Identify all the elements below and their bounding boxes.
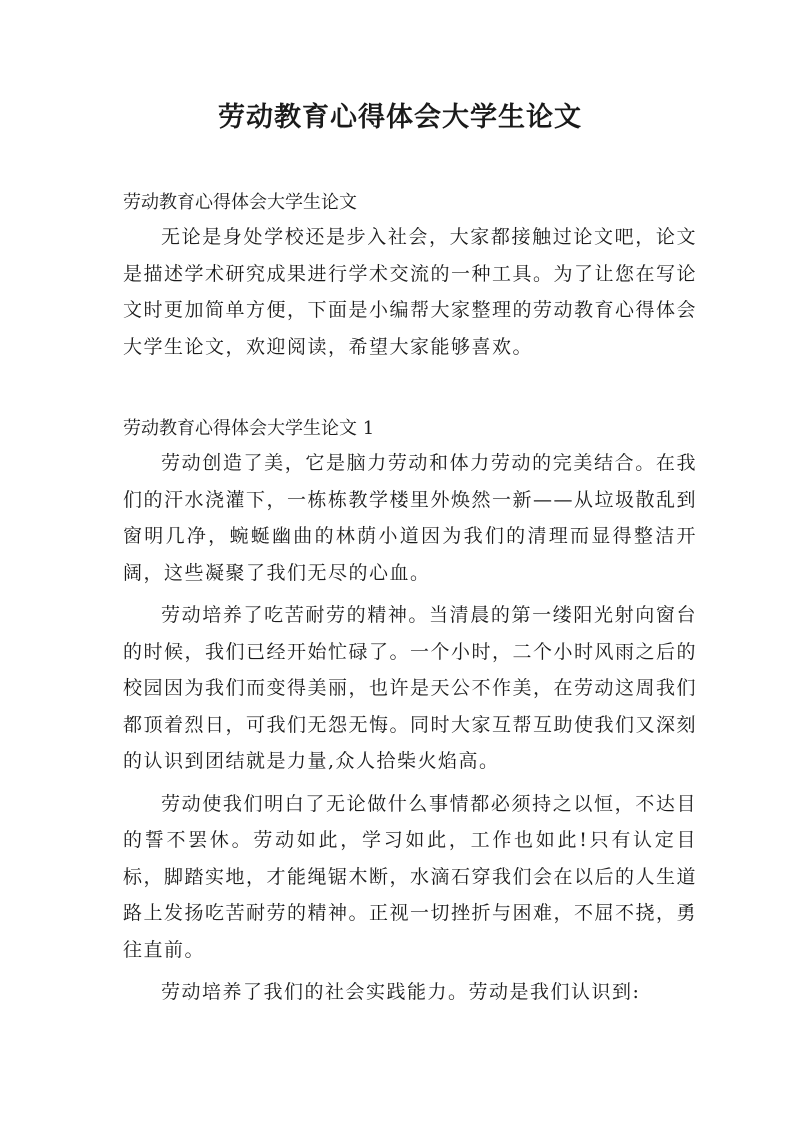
essay-1-paragraph-2: 劳动培养了吃苦耐劳的精神。当清晨的第一缕阳光射向窗台的时候，我们已经开始忙碌了。一个小时，二个小时风雨之后的校园因为我们而变得美丽，也许是天公不作美，在劳动这周我们都顶着烈日，可我们无怨无悔。同时大家互帮互助使我们又深刻的认识到团结就是力量,众人拾柴火焰高。 xyxy=(123,604,698,772)
document-title: 劳动教育心得体会大学生论文 xyxy=(218,102,582,133)
essay-1-paragraph-3: 劳动使我们明白了无论做什么事情都必须持之以恒，不达目的誓不罢休。劳动如此，学习如此，工作也如此!只有认定目标，脚踏实地，才能绳锯木断，水滴石穿我们会在以后的人生道路上发扬吃苦耐劳的精神。正视一切挫折与困难，不屈不挠，勇往直前。 xyxy=(123,792,698,961)
essay-section-1 xyxy=(123,413,697,1011)
essay-1-paragraph-1: 劳动创造了美，它是脑力劳动和体力劳动的完美结合。在我们的汗水浇灌下，一栋栋教学楼里外焕然一新——从垃圾散乱到窗明几净，蜿蜒幽曲的林荫小道因为我们的清理而显得整洁开阔，这些凝聚了我们无尽的心血。 xyxy=(123,452,698,584)
intro-section xyxy=(123,187,697,365)
intro-paragraph: 无论是身处学校还是步入社会，大家都接触过论文吧，论文是描述学术研究成果进行学术交流的一种工具。为了让您在写论文时更加简单方便，下面是小编帮大家整理的劳动教育心得体会大学生论文，欢迎阅读，希望大家能够喜欢。 xyxy=(123,226,698,358)
essay-1-paragraph-4: 劳动培养了我们的社会实践能力。劳动是我们认识到: xyxy=(161,981,641,1003)
essay-1-heading: 劳动教育心得体会大学生论文 1 xyxy=(123,418,375,439)
intro-heading: 劳动教育心得体会大学生论文 xyxy=(123,192,357,213)
